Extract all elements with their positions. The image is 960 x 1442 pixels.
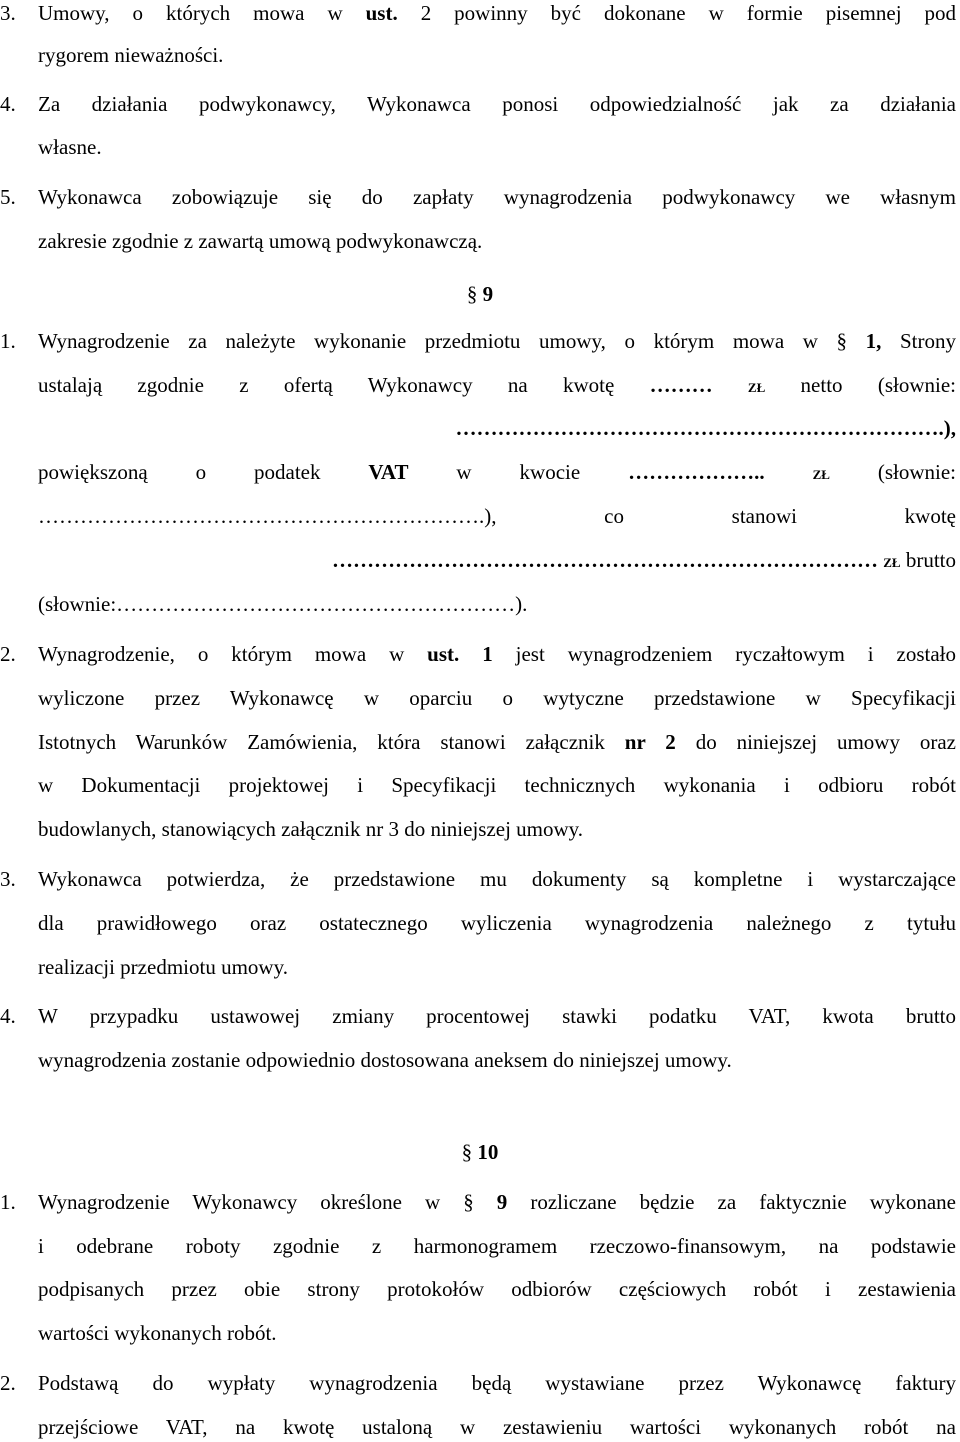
paragraph-line: rygorem nieważności. (38, 43, 224, 67)
text-segment: Wynagrodzenie, o którym mowa w (38, 642, 428, 666)
paragraph-line: dla prawidłowego oraz ostatecznego wyliczenia wynagrodzenia należnego z tytułu (38, 911, 956, 935)
section-heading-10 (0, 1139, 960, 1165)
paragraph-line: budowlanych, stanowiących załącznik nr 3 do niniejszej umowy. (38, 817, 584, 841)
section-sign: § (463, 1190, 474, 1214)
paragraph-line: wyliczone przez Wykonawcę w oparciu o wytyczne przedstawione w Specyfikacji (38, 686, 956, 710)
item-number: 3. (0, 867, 16, 891)
bold-segment: ust. (365, 1, 398, 25)
text-segment: jest wynagrodzeniem ryczałtowym i zostało (492, 642, 957, 666)
text-segment: rozliczane będzie za faktycznie wykonane (507, 1190, 957, 1214)
paragraph-line: podpisanych przez obie strony protokołów odbiorów częściowych robót i zestawienia (38, 1277, 956, 1301)
paragraph-line (0, 866, 956, 892)
item-number: 3. (0, 1, 16, 25)
item-number: 1. (0, 1190, 16, 1214)
paragraph-line (38, 372, 956, 400)
text-segment: co stanowi kwotę (496, 504, 956, 528)
bold-segment: 9 (473, 1190, 508, 1214)
dots-segment: …………………………………………………………………… (331, 548, 878, 572)
dots-segment: …………………………………………………………….), (455, 416, 956, 440)
bold-segment: nr 2 (624, 730, 676, 754)
bold-segment: 1, (847, 329, 882, 353)
text-segment: Podstawą do wypłaty wynagrodzenia będą wystawiane przez Wykonawcę faktury (38, 1371, 956, 1395)
section-sign: § (836, 329, 848, 353)
paragraph-line (0, 1003, 956, 1029)
paragraph-line: przejściowe VAT, na kwotę ustaloną w zestawieniu wartości wykonanych robót na (38, 1415, 956, 1439)
section-number: 10 (477, 1140, 499, 1164)
text-segment: w kwocie (408, 460, 629, 484)
item-number: 2. (0, 1371, 16, 1395)
paragraph-line (0, 328, 956, 354)
currency-label: zł (812, 463, 830, 484)
item-number: 4. (0, 92, 16, 116)
text-segment: netto (słownie: (765, 373, 956, 397)
text-segment: Wykonawca potwierdza, że przedstawione mu dokumenty są kompletne i wystarczające (38, 867, 956, 891)
paragraph-line (0, 184, 956, 210)
paragraph-line (38, 503, 956, 529)
text-segment: (słownie: (829, 460, 956, 484)
dots-segment: ……… (649, 373, 713, 397)
paragraph-line (0, 0, 957, 26)
bold-segment: VAT (368, 460, 409, 484)
text-segment: Strony (881, 329, 956, 353)
text-segment: Wynagrodzenie za należyte wykonanie przedmiotu umowy, o którym mowa w (38, 329, 837, 353)
item-number: 5. (0, 185, 16, 209)
paragraph-line (38, 547, 956, 575)
item-number: 2. (0, 642, 16, 666)
currency-label: zł (747, 376, 766, 397)
text-segment: ……………………………………………………….), (38, 504, 497, 528)
paragraph-line (0, 641, 957, 667)
text-segment: 2 powinny być dokonane w formie pisemnej pod (397, 1, 957, 25)
section-heading-9 (0, 281, 960, 307)
dots-segment: ……………….. (628, 460, 765, 484)
text-segment: ustalają zgodnie z ofertą Wykonawcy na kwotę (38, 373, 650, 397)
paragraph-line (38, 729, 956, 755)
paragraph-line: wynagrodzenia zostanie odpowiednio dostosowana aneksem do niniejszej umowy. (38, 1048, 732, 1072)
paragraph-line (0, 91, 956, 117)
paragraph-line: realizacji przedmiotu umowy. (38, 955, 288, 979)
text-segment: Wynagrodzenie Wykonawcy określone w (38, 1190, 464, 1214)
bold-segment: ust. (427, 642, 460, 666)
text-segment: Za działania podwykonawcy, Wykonawca ponosi odpowiedzialność jak za działania (38, 92, 956, 116)
item-number: 4. (0, 1004, 16, 1028)
text-segment: do niniejszej umowy oraz (675, 730, 957, 754)
section-number: 9 (482, 282, 494, 306)
text-segment: W przypadku ustawowej zmiany procentowej stawki podatku VAT, kwota brutto (38, 1004, 956, 1028)
paragraph-line (0, 1370, 956, 1396)
paragraph-line (0, 1189, 957, 1215)
paragraph-line: i odebrane roboty zgodnie z harmonogramem rzeczowo-finansowym, na podstawie (38, 1234, 956, 1258)
section-sign: § (466, 282, 478, 306)
text-segment: powiększoną o podatek (38, 460, 369, 484)
bold-segment: 1 (459, 642, 493, 666)
paragraph-line (38, 459, 956, 487)
text-segment: Istotnych Warunków Zamówienia, która stanowi załącznik (38, 730, 625, 754)
paragraph-line (38, 415, 956, 441)
text-segment: brutto (900, 548, 956, 572)
paragraph-line: własne. (38, 135, 102, 159)
text-segment: Umowy, o których mowa w (38, 1, 366, 25)
paragraph-line: w Dokumentacji projektowej i Specyfikacji technicznych wykonania i odbioru robót (38, 773, 956, 797)
currency-label: zł (883, 551, 901, 572)
paragraph-line: (słownie:…………………………………………………). (38, 592, 528, 616)
item-number: 1. (0, 329, 16, 353)
text-segment: Wykonawca zobowiązuje się do zapłaty wynagrodzenia podwykonawcy we własnym (38, 185, 956, 209)
paragraph-line: wartości wykonanych robót. (38, 1321, 277, 1345)
section-sign: § (461, 1140, 473, 1164)
paragraph-line: zakresie zgodnie z zawartą umową podwykonawczą. (38, 229, 483, 253)
